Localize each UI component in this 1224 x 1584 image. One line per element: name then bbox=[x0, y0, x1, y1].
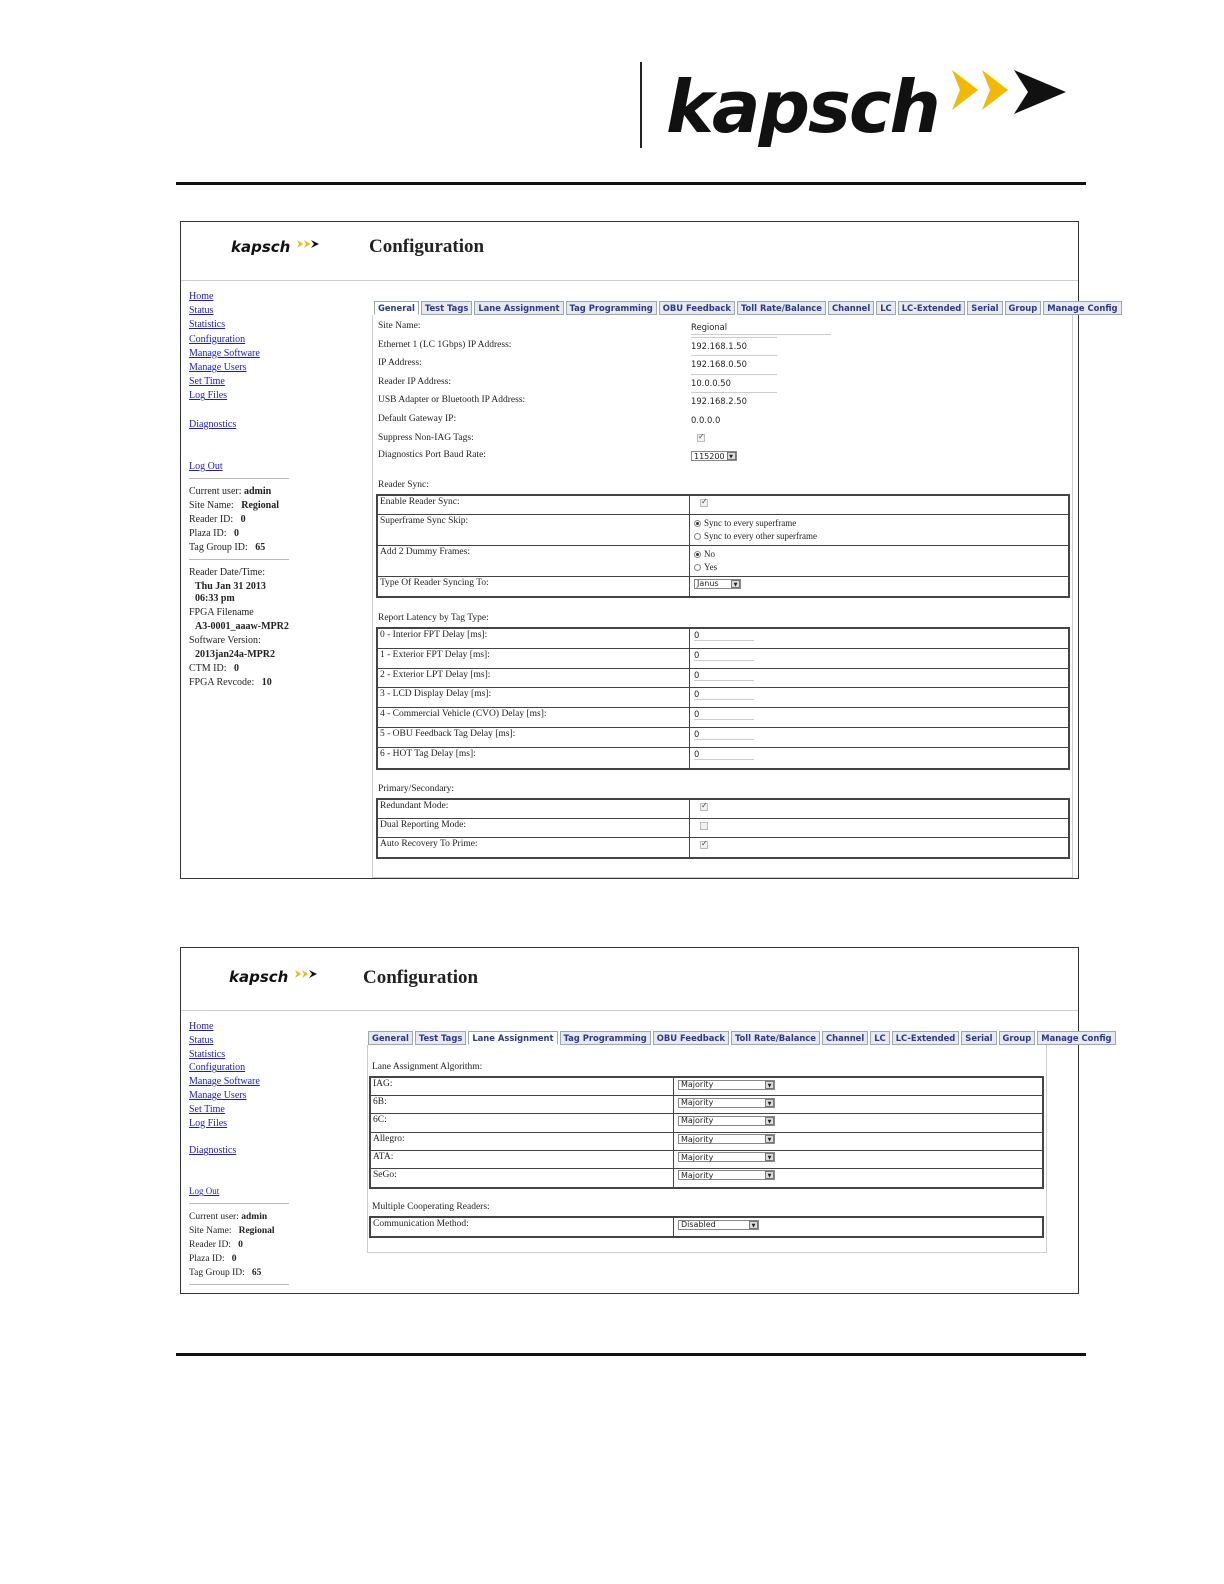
nav-set-time[interactable]: Set Time bbox=[189, 376, 225, 388]
sidebar-divider bbox=[189, 1284, 289, 1285]
tab-obu-feedback[interactable]: OBU Feedback bbox=[659, 301, 735, 315]
table-row bbox=[371, 1218, 1042, 1236]
config-tabs bbox=[368, 1031, 1116, 1045]
table-row bbox=[378, 708, 1068, 728]
lane-algorithm-table bbox=[369, 1076, 1044, 1189]
tab-lc[interactable]: LC bbox=[870, 1031, 889, 1045]
nav-statistics[interactable]: Statistics bbox=[189, 1048, 226, 1060]
general-panel bbox=[372, 315, 1073, 878]
table-row bbox=[378, 688, 1068, 708]
sync-every-label: Sync to every superframe bbox=[704, 518, 797, 528]
primary-heading: Primary/Secondary: bbox=[378, 784, 454, 794]
lane-algorithm-value: Majority bbox=[681, 1134, 714, 1144]
ip-label: IP Address: bbox=[378, 358, 422, 368]
dummy-no-label: No bbox=[704, 549, 715, 559]
gateway-value: 0.0.0.0 bbox=[691, 415, 721, 425]
latency-label: 3 - LCD Display Delay [ms]: bbox=[378, 688, 690, 707]
latency-input[interactable]: 0 bbox=[694, 729, 754, 740]
primary-table bbox=[376, 798, 1070, 859]
tab-toll-rate-balance[interactable]: Toll Rate/Balance bbox=[737, 301, 826, 315]
tab-obu-feedback[interactable]: OBU Feedback bbox=[653, 1031, 729, 1045]
lane-algorithm-select[interactable] bbox=[678, 1116, 775, 1126]
sync-every-other-label: Sync to every other superframe bbox=[704, 531, 817, 541]
lane-tag-type-label: ATA: bbox=[371, 1151, 674, 1168]
tab-group[interactable]: Group bbox=[999, 1031, 1036, 1045]
site-name-label: Site Name: bbox=[378, 321, 421, 331]
nav-home[interactable]: Home bbox=[189, 1021, 214, 1032]
dummy-yes-label: Yes bbox=[704, 562, 718, 572]
kapsch-small-logo bbox=[229, 964, 329, 988]
tab-group[interactable]: Group bbox=[1005, 301, 1042, 315]
nav-status[interactable]: Status bbox=[189, 1034, 214, 1046]
svg-text:kapsch: kapsch bbox=[229, 968, 289, 986]
sync-type-value: Janus bbox=[697, 579, 719, 588]
auto-recovery-label: Auto Recovery To Prime: bbox=[378, 838, 690, 857]
latency-label: 4 - Commercial Vehicle (CVO) Delay [ms]: bbox=[378, 708, 690, 727]
sync-every-other-radio[interactable] bbox=[694, 533, 701, 540]
enable-sync-label: Enable Reader Sync: bbox=[378, 496, 690, 514]
screenshot-lane-assignment-tab bbox=[180, 947, 1112, 1294]
nav-configuration[interactable]: Configuration bbox=[189, 1062, 246, 1074]
tab-lc-extended[interactable]: LC-Extended bbox=[892, 1031, 960, 1045]
table-row bbox=[371, 1114, 1042, 1132]
nav-log-files[interactable]: Log Files bbox=[189, 390, 228, 402]
latency-label: 5 - OBU Feedback Tag Delay [ms]: bbox=[378, 728, 690, 747]
baud-label: Diagnostics Port Baud Rate: bbox=[378, 450, 486, 460]
site-name-value: Regional bbox=[691, 322, 728, 332]
nav-status[interactable]: Status bbox=[189, 305, 214, 317]
table-row bbox=[371, 1169, 1042, 1187]
tab-lane-assignment[interactable]: Lane Assignment bbox=[468, 1031, 557, 1045]
comm-method-select[interactable] bbox=[678, 1220, 759, 1230]
chevron-down-icon: ▼ bbox=[765, 1081, 774, 1089]
page-header bbox=[181, 948, 1078, 1011]
latency-input[interactable]: 0 bbox=[694, 709, 754, 720]
sidebar-nav bbox=[189, 1020, 289, 1291]
sidebar-divider bbox=[189, 478, 289, 479]
sync-every-radio[interactable] bbox=[694, 520, 701, 527]
sidebar-divider bbox=[189, 559, 289, 560]
session-info: Current user: admin Site Name: Regional Reader ID: 0 Plaza ID: 0 Tag Group ID: 65 bbox=[189, 485, 279, 553]
dummy-no-radio[interactable] bbox=[694, 551, 701, 558]
reader-sync-heading: Reader Sync: bbox=[378, 480, 429, 490]
lane-tag-type-label: Allegro: bbox=[371, 1133, 674, 1150]
nav-manage-users[interactable]: Manage Users bbox=[189, 361, 247, 373]
suppress-checkbox[interactable] bbox=[697, 434, 705, 442]
table-row bbox=[371, 1133, 1042, 1151]
tab-tag-programming[interactable]: Tag Programming bbox=[560, 1031, 651, 1045]
table-row bbox=[378, 669, 1068, 689]
nav-diagnostics[interactable]: Diagnostics bbox=[189, 1145, 237, 1157]
lane-algorithm-value: Majority bbox=[681, 1098, 714, 1108]
table-row bbox=[378, 496, 1068, 515]
table-row bbox=[378, 546, 1068, 577]
eth1-label: Ethernet 1 (LC 1Gbps) IP Address: bbox=[378, 340, 512, 350]
multi-readers-heading: Multiple Cooperating Readers: bbox=[372, 1202, 490, 1212]
auto-recovery-checkbox[interactable] bbox=[700, 841, 708, 849]
nav-set-time[interactable]: Set Time bbox=[189, 1103, 225, 1115]
table-row bbox=[378, 800, 1068, 819]
lane-tag-type-label: 6B: bbox=[371, 1096, 674, 1113]
lane-algorithm-value: Majority bbox=[681, 1116, 714, 1126]
dummy-yes-radio[interactable] bbox=[694, 564, 701, 571]
chevron-down-icon: ▼ bbox=[765, 1153, 774, 1161]
tab-toll-rate-balance[interactable]: Toll Rate/Balance bbox=[731, 1031, 820, 1045]
chevron-down-icon: ▼ bbox=[765, 1135, 774, 1143]
reader-info: Reader Date/Time: Thu Jan 31 2013 06:33 pm FPGA Filename A3-0001_aaaw-MPR2 Software Version: 2013jan24a-MPR2 CTM ID: 0 FPGA Revcode: 10 bbox=[189, 566, 289, 688]
latency-table bbox=[376, 627, 1070, 770]
table-row bbox=[378, 515, 1068, 546]
sidebar-nav bbox=[189, 290, 289, 690]
table-row bbox=[378, 728, 1068, 748]
nav-configuration[interactable]: Configuration bbox=[189, 333, 246, 345]
tab-channel[interactable]: Channel bbox=[828, 301, 874, 315]
lane-algorithm-value: Majority bbox=[681, 1170, 714, 1180]
kapsch-small-logo bbox=[231, 234, 331, 258]
chevron-down-icon: ▼ bbox=[731, 580, 740, 588]
dummy-frames-label: Add 2 Dummy Frames: bbox=[378, 546, 690, 576]
lane-algorithm-value: Majority bbox=[681, 1080, 714, 1089]
session-info: Current user: admin Site Name: Regional Reader ID: 0 Plaza ID: 0 Tag Group ID: 65 bbox=[189, 1211, 275, 1278]
tab-general[interactable]: General bbox=[374, 301, 419, 315]
tab-test-tags[interactable]: Test Tags bbox=[421, 301, 472, 315]
lane-algorithm-select[interactable] bbox=[678, 1098, 775, 1108]
gateway-label: Default Gateway IP: bbox=[378, 414, 457, 424]
sync-type-select[interactable] bbox=[694, 579, 741, 589]
lane-heading: Lane Assignment Algorithm: bbox=[372, 1062, 483, 1072]
sidebar-divider bbox=[189, 1203, 289, 1204]
tab-lane-assignment[interactable]: Lane Assignment bbox=[474, 301, 563, 315]
latency-label: 2 - Exterior LPT Delay [ms]: bbox=[378, 669, 690, 688]
chevron-down-icon: ▼ bbox=[727, 452, 736, 460]
footer-rule bbox=[176, 1353, 1086, 1356]
latency-input[interactable]: 0 bbox=[694, 689, 754, 700]
latency-label: 1 - Exterior FPT Delay [ms]: bbox=[378, 649, 690, 668]
lane-algorithm-select[interactable] bbox=[678, 1134, 775, 1144]
dual-reporting-label: Dual Reporting Mode: bbox=[378, 819, 690, 837]
reader-ip-input[interactable]: 10.0.0.50 bbox=[691, 378, 731, 388]
lane-assignment-panel bbox=[367, 1045, 1047, 1253]
svg-text:kapsch: kapsch bbox=[231, 238, 291, 256]
nav-manage-users[interactable]: Manage Users bbox=[189, 1089, 247, 1101]
latency-input[interactable]: 0 bbox=[694, 650, 754, 661]
nav-log-out[interactable]: Log Out bbox=[189, 460, 223, 472]
lane-algorithm-select[interactable] bbox=[678, 1170, 775, 1180]
latency-input[interactable]: 0 bbox=[694, 749, 754, 760]
chevron-down-icon: ▼ bbox=[765, 1117, 774, 1125]
page-title: Configuration bbox=[369, 236, 485, 257]
kapsch-logo bbox=[662, 60, 1082, 150]
lane-algorithm-select[interactable] bbox=[678, 1152, 775, 1162]
nav-diagnostics[interactable]: Diagnostics bbox=[189, 418, 237, 430]
chevron-down-icon: ▼ bbox=[765, 1099, 774, 1107]
redundant-checkbox[interactable] bbox=[700, 803, 708, 811]
tab-lc[interactable]: LC bbox=[876, 301, 895, 315]
tab-manage-config[interactable]: Manage Config bbox=[1037, 1031, 1115, 1045]
dual-reporting-checkbox[interactable] bbox=[700, 822, 708, 830]
nav-statistics[interactable]: Statistics bbox=[189, 319, 226, 331]
nav-home[interactable]: Home bbox=[189, 291, 214, 302]
tab-tag-programming[interactable]: Tag Programming bbox=[566, 301, 657, 315]
reader-sync-table bbox=[376, 494, 1070, 598]
kapsch-logo-text: kapsch bbox=[666, 65, 939, 149]
sync-type-label: Type Of Reader Syncing To: bbox=[378, 577, 690, 596]
tab-serial[interactable]: Serial bbox=[967, 301, 1002, 315]
latency-input[interactable]: 0 bbox=[694, 670, 754, 681]
lane-tag-type-label: 6C: bbox=[371, 1114, 674, 1131]
baud-select[interactable] bbox=[691, 451, 737, 461]
sync-skip-label: Superframe Sync Skip: bbox=[378, 515, 690, 545]
latency-label: 0 - Interior FPT Delay [ms]: bbox=[378, 629, 690, 648]
lane-tag-type-label: IAG: bbox=[371, 1078, 674, 1095]
tab-lc-extended[interactable]: LC-Extended bbox=[898, 301, 966, 315]
latency-label: 6 - HOT Tag Delay [ms]: bbox=[378, 748, 690, 768]
nav-manage-software[interactable]: Manage Software bbox=[189, 1076, 260, 1088]
tab-manage-config[interactable]: Manage Config bbox=[1043, 301, 1121, 315]
table-row bbox=[378, 838, 1068, 857]
latency-heading: Report Latency by Tag Type: bbox=[378, 613, 489, 623]
usb-ip-label: USB Adapter or Bluetooth IP Address: bbox=[378, 395, 526, 405]
nav-manage-software[interactable]: Manage Software bbox=[189, 347, 260, 359]
page-title: Configuration bbox=[363, 967, 479, 988]
table-row bbox=[371, 1151, 1042, 1169]
baud-value: 115200 bbox=[694, 451, 725, 461]
comm-method-value: Disabled bbox=[681, 1220, 716, 1229]
page-header bbox=[181, 222, 1078, 281]
comm-method-label: Communication Method: bbox=[371, 1218, 674, 1236]
chevron-down-icon: ▼ bbox=[749, 1221, 758, 1229]
tab-serial[interactable]: Serial bbox=[961, 1031, 996, 1045]
screenshot-general-tab bbox=[180, 221, 1118, 879]
eth1-input[interactable]: 192.168.1.50 bbox=[691, 341, 747, 351]
latency-input[interactable]: 0 bbox=[694, 630, 754, 641]
table-row bbox=[378, 819, 1068, 838]
lane-tag-type-label: SeGo: bbox=[371, 1169, 674, 1187]
enable-sync-checkbox[interactable] bbox=[700, 499, 708, 507]
header-rule bbox=[176, 182, 1086, 185]
lane-algorithm-select[interactable] bbox=[678, 1080, 775, 1090]
chevron-down-icon: ▼ bbox=[765, 1171, 774, 1179]
multi-readers-table bbox=[369, 1216, 1044, 1238]
config-tabs bbox=[374, 301, 1122, 315]
reader-ip-label: Reader IP Address: bbox=[378, 377, 451, 387]
header-divider bbox=[640, 62, 642, 148]
table-row bbox=[371, 1096, 1042, 1114]
suppress-label: Suppress Non-IAG Tags: bbox=[378, 433, 474, 443]
ip-input[interactable]: 192.168.0.50 bbox=[691, 359, 747, 369]
nav-log-out[interactable]: Log Out bbox=[189, 1186, 220, 1197]
table-row bbox=[371, 1078, 1042, 1096]
table-row bbox=[378, 649, 1068, 669]
redundant-label: Redundant Mode: bbox=[378, 800, 690, 818]
usb-ip-input[interactable]: 192.168.2.50 bbox=[691, 396, 747, 406]
table-row bbox=[378, 577, 1068, 596]
tab-test-tags[interactable]: Test Tags bbox=[415, 1031, 466, 1045]
table-row bbox=[378, 748, 1068, 768]
lane-algorithm-value: Majority bbox=[681, 1152, 714, 1162]
tab-general[interactable]: General bbox=[368, 1031, 413, 1045]
nav-log-files[interactable]: Log Files bbox=[189, 1117, 228, 1129]
tab-channel[interactable]: Channel bbox=[822, 1031, 868, 1045]
table-row bbox=[378, 629, 1068, 649]
